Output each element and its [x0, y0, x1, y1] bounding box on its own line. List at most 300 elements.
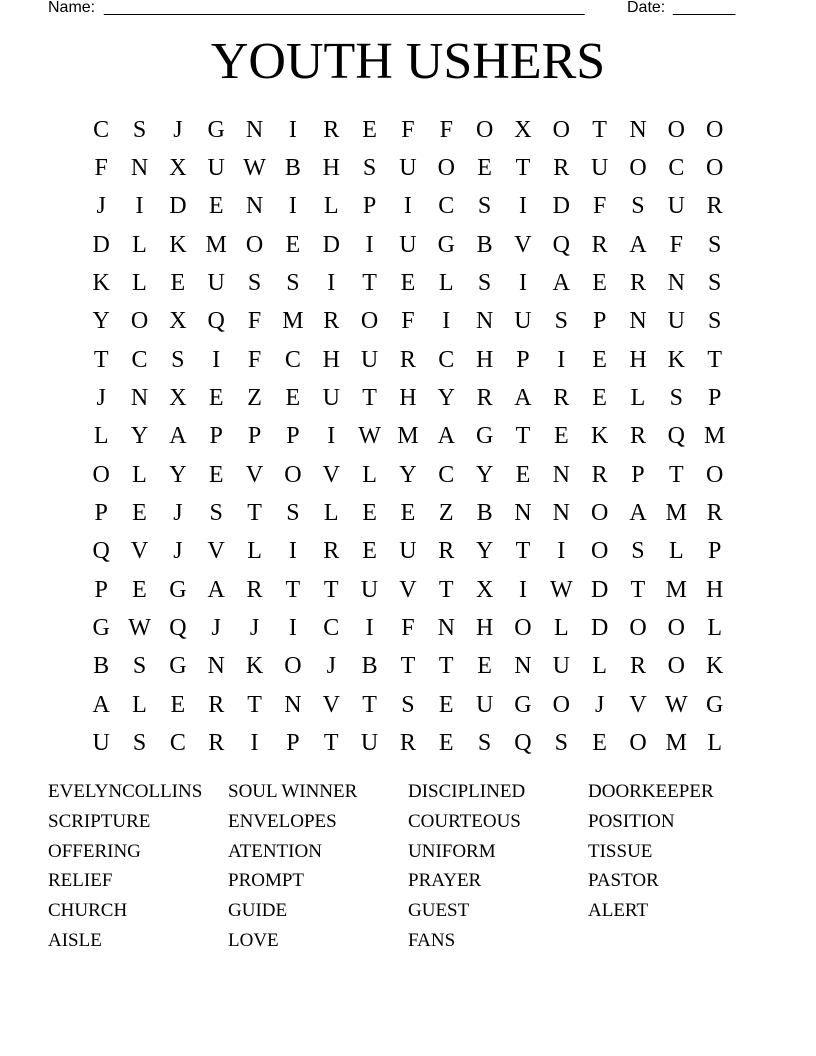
grid-letter[interactable]: S — [132, 653, 147, 680]
grid-letter[interactable]: R — [399, 346, 416, 373]
date-field[interactable]: _______ — [673, 0, 736, 16]
grid-letter[interactable]: S — [247, 270, 262, 297]
grid-letter[interactable]: S — [286, 270, 300, 297]
grid-letter[interactable]: S — [477, 193, 492, 220]
grid-letter[interactable]: I — [365, 231, 374, 258]
grid-letter[interactable]: R — [323, 308, 340, 335]
grid-letter[interactable]: S — [477, 730, 492, 757]
grid-letter[interactable]: C — [169, 730, 186, 757]
grid-letter[interactable]: P — [362, 193, 377, 220]
grid-letter[interactable]: D — [169, 193, 187, 220]
grid-letter[interactable]: S — [209, 500, 223, 527]
grid-letter[interactable]: R — [629, 270, 646, 297]
grid-letter[interactable]: T — [323, 576, 339, 603]
grid-letter[interactable]: F — [247, 308, 262, 335]
grid-letter[interactable]: F — [592, 193, 607, 220]
grid-letter[interactable]: L — [93, 423, 109, 450]
word-list-item: SCRIPTURE — [48, 810, 151, 832]
grid-letter[interactable]: R — [553, 385, 570, 412]
grid-letter[interactable]: X — [514, 116, 532, 143]
grid-letter[interactable]: Z — [438, 500, 454, 527]
grid-letter[interactable]: W — [358, 423, 381, 450]
grid-letter[interactable]: E — [362, 538, 377, 565]
grid-letter[interactable]: I — [518, 270, 527, 297]
grid-letter[interactable]: O — [629, 615, 647, 642]
grid-letter[interactable]: D — [590, 615, 609, 642]
grid-letter[interactable]: B — [476, 231, 493, 258]
grid-letter[interactable]: B — [361, 653, 378, 680]
grid-letter[interactable]: O — [667, 615, 685, 642]
grid-letter[interactable]: V — [322, 691, 340, 718]
grid-letter[interactable]: G — [92, 615, 110, 642]
grid-letter[interactable]: P — [247, 423, 262, 450]
grid-letter[interactable]: T — [668, 461, 684, 488]
grid-letter[interactable]: E — [170, 691, 186, 718]
grid-letter[interactable]: J — [326, 653, 336, 680]
grid-letter[interactable]: O — [92, 461, 110, 488]
grid-letter[interactable]: P — [94, 500, 108, 527]
grid-letter[interactable]: O — [284, 461, 302, 488]
grid-letter[interactable]: D — [552, 193, 570, 220]
grid-letter[interactable]: G — [437, 231, 455, 258]
grid-letter[interactable]: T — [400, 653, 416, 680]
grid-letter[interactable]: T — [362, 270, 377, 297]
grid-letter[interactable]: O — [667, 116, 685, 143]
grid-letter[interactable]: V — [514, 231, 532, 258]
grid-letter[interactable]: O — [629, 730, 647, 757]
grid-letter[interactable]: R — [323, 116, 340, 143]
grid-letter[interactable]: T — [515, 538, 531, 565]
grid-letter[interactable]: E — [477, 155, 492, 182]
grid-letter[interactable]: I — [557, 538, 566, 565]
grid-letter[interactable]: H — [322, 155, 340, 182]
grid-letter[interactable]: L — [132, 691, 147, 718]
grid-letter[interactable]: V — [245, 461, 264, 488]
grid-letter[interactable]: T — [438, 576, 454, 603]
grid-letter[interactable]: S — [707, 308, 722, 335]
grid-letter[interactable]: H — [475, 346, 494, 373]
grid-letter[interactable]: S — [707, 231, 722, 258]
grid-letter[interactable]: E — [400, 500, 416, 527]
grid-letter[interactable]: Q — [667, 423, 685, 450]
grid-letter[interactable]: O — [284, 653, 302, 680]
grid-letter[interactable]: L — [132, 231, 147, 258]
grid-letter[interactable]: Z — [247, 385, 262, 412]
grid-letter[interactable]: R — [591, 461, 608, 488]
grid-letter[interactable]: H — [322, 346, 340, 373]
grid-letter[interactable]: O — [706, 155, 724, 182]
grid-letter[interactable]: M — [665, 730, 687, 757]
grid-letter[interactable]: U — [667, 193, 685, 220]
grid-letter[interactable]: C — [131, 346, 148, 373]
grid-letter[interactable]: C — [438, 193, 455, 220]
grid-letter[interactable]: E — [208, 193, 224, 220]
grid-letter[interactable]: R — [208, 730, 225, 757]
grid-letter[interactable]: L — [247, 538, 262, 565]
grid-letter[interactable]: E — [592, 270, 607, 297]
grid-letter[interactable]: F — [669, 231, 683, 258]
grid-letter[interactable]: L — [323, 500, 339, 527]
grid-letter[interactable]: Y — [130, 423, 149, 450]
grid-letter[interactable]: N — [245, 193, 264, 220]
grid-letter[interactable]: E — [208, 461, 224, 488]
grid-letter[interactable]: S — [362, 155, 377, 182]
grid-letter[interactable]: P — [707, 385, 722, 412]
grid-letter[interactable]: M — [205, 231, 227, 258]
grid-letter[interactable]: A — [552, 270, 570, 297]
grid-letter[interactable]: O — [360, 308, 379, 335]
grid-letter[interactable]: R — [208, 691, 225, 718]
grid-letter[interactable]: H — [706, 576, 724, 603]
grid-letter[interactable]: T — [707, 346, 722, 373]
grid-letter[interactable]: X — [169, 385, 187, 412]
grid-letter[interactable]: C — [438, 461, 455, 488]
word-list-item: OFFERING — [48, 840, 141, 862]
grid-letter[interactable]: T — [515, 423, 531, 450]
grid-letter[interactable]: E — [553, 423, 569, 450]
grid-letter[interactable]: A — [169, 423, 187, 450]
grid-letter[interactable]: I — [288, 116, 297, 143]
grid-letter[interactable]: C — [323, 615, 340, 642]
grid-letter[interactable]: G — [207, 116, 225, 143]
grid-letter[interactable]: R — [591, 231, 608, 258]
grid-letter[interactable]: A — [629, 500, 647, 527]
grid-letter[interactable]: U — [475, 691, 494, 718]
grid-letter[interactable]: N — [514, 653, 532, 680]
grid-letter[interactable]: J — [249, 615, 260, 642]
grid-letter[interactable]: K — [706, 653, 724, 680]
grid-letter[interactable]: B — [476, 500, 493, 527]
grid-letter[interactable]: Y — [475, 538, 494, 565]
word-list-item: FANS — [408, 929, 456, 951]
grid-letter[interactable]: S — [132, 116, 147, 143]
grid-letter[interactable]: U — [207, 270, 225, 297]
grid-letter[interactable]: T — [362, 691, 377, 718]
grid-letter[interactable]: R — [246, 576, 263, 603]
grid-letter[interactable]: S — [631, 193, 645, 220]
grid-letter[interactable]: G — [475, 423, 494, 450]
grid-letter[interactable]: X — [475, 576, 494, 603]
grid-letter[interactable]: S — [554, 730, 568, 757]
grid-letter[interactable]: J — [173, 538, 183, 565]
grid-letter[interactable]: T — [93, 346, 109, 373]
grid-letter[interactable]: A — [514, 385, 532, 412]
grid-letter[interactable]: S — [286, 500, 300, 527]
grid-letter[interactable]: I — [327, 270, 336, 297]
grid-letter[interactable]: L — [553, 615, 569, 642]
grid-letter[interactable]: A — [207, 576, 225, 603]
grid-letter[interactable]: O — [590, 500, 609, 527]
name-label: Name: — [48, 0, 96, 16]
grid-letter[interactable]: A — [437, 423, 455, 450]
word-list-item: ENVELOPES — [228, 810, 337, 832]
grid-letter[interactable]: F — [439, 116, 453, 143]
grid-letter[interactable]: O — [667, 653, 685, 680]
grid-letter[interactable]: K — [245, 653, 264, 680]
grid-letter[interactable]: H — [629, 346, 647, 373]
grid-letter[interactable]: U — [552, 653, 570, 680]
grid-letter[interactable]: I — [212, 346, 221, 373]
grid-letter[interactable]: U — [360, 346, 379, 373]
grid-letter[interactable]: E — [515, 461, 531, 488]
grid-letter[interactable]: L — [132, 270, 147, 297]
grid-letter[interactable]: R — [629, 653, 646, 680]
grid-letter[interactable]: I — [288, 615, 297, 642]
grid-letter[interactable]: L — [668, 538, 684, 565]
grid-letter[interactable]: M — [665, 500, 687, 527]
grid-letter[interactable]: E — [592, 385, 607, 412]
grid-letter[interactable]: S — [554, 308, 568, 335]
grid-letter[interactable]: J — [211, 615, 221, 642]
grid-letter[interactable]: T — [438, 653, 454, 680]
grid-letter[interactable]: Q — [552, 231, 570, 258]
grid-letter[interactable]: W — [243, 155, 266, 182]
grid-letter[interactable]: A — [92, 691, 110, 718]
grid-letter[interactable]: V — [322, 461, 340, 488]
grid-letter[interactable]: P — [286, 730, 300, 757]
grid-letter[interactable]: Q — [169, 615, 187, 642]
grid-letter[interactable]: T — [592, 116, 607, 143]
grid-letter[interactable]: U — [360, 576, 379, 603]
grid-letter[interactable]: I — [288, 193, 297, 220]
grid-letter[interactable]: E — [285, 231, 301, 258]
grid-letter[interactable]: N — [552, 500, 570, 527]
grid-letter[interactable]: F — [94, 155, 108, 182]
grid-letter[interactable]: G — [514, 691, 532, 718]
grid-letter[interactable]: Y — [92, 308, 110, 335]
grid-letter[interactable]: I — [403, 193, 412, 220]
grid-letter[interactable]: N — [514, 500, 532, 527]
grid-letter[interactable]: T — [247, 691, 262, 718]
word-list-item: RELIEF — [48, 870, 113, 892]
grid-letter[interactable]: U — [399, 155, 417, 182]
grid-letter[interactable]: H — [399, 385, 417, 412]
grid-letter[interactable]: I — [135, 193, 144, 220]
grid-letter[interactable]: N — [475, 308, 494, 335]
grid-letter[interactable]: N — [629, 116, 647, 143]
grid-letter[interactable]: I — [442, 308, 451, 335]
grid-letter[interactable]: T — [285, 576, 301, 603]
grid-letter[interactable]: Q — [92, 538, 110, 565]
grid-letter[interactable]: O — [514, 615, 532, 642]
grid-letter[interactable]: X — [169, 155, 187, 182]
grid-letter[interactable]: X — [169, 308, 187, 335]
grid-letter[interactable]: S — [171, 346, 185, 373]
grid-letter[interactable]: E — [400, 270, 416, 297]
grid-letter[interactable]: N — [667, 270, 685, 297]
grid-letter[interactable]: L — [707, 615, 722, 642]
grid-letter[interactable]: M — [665, 576, 687, 603]
grid-letter[interactable]: T — [362, 385, 377, 412]
grid-letter[interactable]: N — [245, 116, 264, 143]
grid-letter[interactable]: U — [399, 538, 417, 565]
grid-letter[interactable]: G — [169, 653, 187, 680]
grid-letter[interactable]: R — [438, 538, 455, 565]
grid-letter[interactable]: F — [401, 615, 415, 642]
grid-letter[interactable]: I — [288, 538, 297, 565]
grid-letter[interactable]: P — [209, 423, 223, 450]
grid-letter[interactable]: I — [557, 346, 566, 373]
grid-letter[interactable]: P — [631, 461, 645, 488]
grid-letter[interactable]: O — [706, 461, 724, 488]
grid-letter[interactable]: S — [477, 270, 492, 297]
grid-letter[interactable]: N — [284, 691, 302, 718]
grid-letter[interactable]: N — [130, 155, 149, 182]
grid-letter[interactable]: O — [475, 116, 494, 143]
grid-letter[interactable]: S — [401, 691, 415, 718]
grid-letter[interactable]: Q — [514, 730, 532, 757]
grid-letter[interactable]: D — [92, 231, 110, 258]
grid-letter[interactable]: J — [594, 691, 605, 718]
grid-letter[interactable]: O — [552, 691, 570, 718]
grid-letter[interactable]: R — [706, 500, 723, 527]
word-list-item: COURTEOUS — [408, 810, 521, 832]
grid-letter[interactable]: L — [592, 653, 607, 680]
grid-letter[interactable]: R — [476, 385, 493, 412]
grid-letter[interactable]: O — [706, 116, 724, 143]
grid-letter[interactable]: W — [128, 615, 151, 642]
grid-letter[interactable]: E — [438, 691, 454, 718]
grid-letter[interactable]: Y — [437, 385, 455, 412]
grid-letter[interactable]: E — [285, 385, 301, 412]
grid-letter[interactable]: V — [629, 691, 647, 718]
grid-letter[interactable]: G — [169, 576, 187, 603]
grid-letter[interactable]: L — [323, 193, 339, 220]
grid-letter[interactable]: J — [173, 500, 183, 527]
grid-letter[interactable]: V — [207, 538, 225, 565]
grid-letter[interactable]: T — [247, 500, 262, 527]
grid-letter[interactable]: O — [629, 155, 647, 182]
grid-letter[interactable]: N — [629, 308, 647, 335]
grid-letter[interactable]: N — [130, 385, 149, 412]
grid-letter[interactable]: C — [284, 346, 301, 373]
grid-letter[interactable]: A — [629, 231, 647, 258]
grid-letter[interactable]: V — [399, 576, 417, 603]
grid-letter[interactable]: F — [401, 308, 415, 335]
grid-letter[interactable]: M — [282, 308, 304, 335]
grid-letter[interactable]: P — [707, 538, 722, 565]
grid-letter[interactable]: O — [552, 116, 570, 143]
grid-letter[interactable]: S — [631, 538, 645, 565]
grid-letter[interactable]: U — [514, 308, 532, 335]
grid-letter[interactable]: T — [515, 155, 531, 182]
grid-letter[interactable]: N — [437, 615, 455, 642]
grid-letter[interactable]: L — [132, 461, 147, 488]
grid-letter[interactable]: N — [552, 461, 570, 488]
grid-letter[interactable]: Y — [475, 461, 494, 488]
grid-letter[interactable]: K — [169, 231, 187, 258]
grid-letter[interactable]: E — [362, 116, 377, 143]
grid-letter[interactable]: Y — [399, 461, 417, 488]
grid-letter[interactable]: T — [323, 730, 339, 757]
grid-letter[interactable]: J — [96, 385, 106, 412]
grid-letter[interactable]: L — [630, 385, 646, 412]
grid-letter[interactable]: R — [553, 155, 570, 182]
grid-letter[interactable]: I — [518, 576, 527, 603]
name-field[interactable]: ______________________________________________________ — [104, 0, 585, 16]
word-list-item: DISCIPLINED — [408, 781, 526, 802]
grid-letter[interactable]: O — [245, 231, 264, 258]
grid-letter[interactable]: U — [322, 385, 340, 412]
grid-letter[interactable]: D — [322, 231, 340, 258]
grid-letter[interactable]: H — [475, 615, 494, 642]
grid-letter[interactable]: U — [207, 155, 225, 182]
grid-letter[interactable]: F — [247, 346, 262, 373]
grid-letter[interactable]: U — [590, 155, 609, 182]
grid-letter[interactable]: F — [401, 116, 415, 143]
grid-letter[interactable]: K — [92, 270, 110, 297]
grid-letter[interactable]: I — [518, 193, 527, 220]
grid-letter[interactable]: B — [93, 653, 110, 680]
grid-letter[interactable]: U — [92, 730, 110, 757]
grid-letter[interactable]: E — [132, 500, 147, 527]
grid-letter[interactable]: L — [438, 270, 454, 297]
grid-letter[interactable]: C — [438, 346, 455, 373]
grid-letter[interactable]: K — [667, 346, 685, 373]
grid-letter[interactable]: B — [284, 155, 301, 182]
grid-letter[interactable]: I — [365, 615, 374, 642]
grid-letter[interactable]: E — [592, 346, 607, 373]
grid-letter[interactable]: C — [93, 116, 110, 143]
grid-letter[interactable]: E — [477, 653, 492, 680]
grid-letter[interactable]: E — [592, 730, 607, 757]
grid-letter[interactable]: E — [132, 576, 147, 603]
grid-letter[interactable]: J — [96, 193, 106, 220]
grid-letter[interactable]: N — [207, 653, 225, 680]
grid-letter[interactable]: P — [516, 346, 530, 373]
grid-letter[interactable]: E — [208, 385, 224, 412]
grid-letter[interactable]: M — [704, 423, 726, 450]
grid-letter[interactable]: W — [665, 691, 688, 718]
grid-letter[interactable]: P — [286, 423, 300, 450]
grid-letter[interactable]: W — [549, 576, 573, 603]
grid-letter[interactable]: Q — [207, 308, 225, 335]
grid-letter[interactable]: U — [360, 730, 379, 757]
grid-letter[interactable]: T — [630, 576, 646, 603]
grid-letter[interactable]: O — [130, 308, 149, 335]
grid-letter[interactable]: U — [399, 231, 417, 258]
grid-letter[interactable]: R — [629, 423, 646, 450]
grid-letter[interactable]: P — [592, 308, 607, 335]
grid-letter[interactable]: R — [399, 730, 416, 757]
grid-letter[interactable]: S — [707, 270, 722, 297]
word-list-item: PRAYER — [408, 870, 482, 892]
grid-letter[interactable]: E — [170, 270, 186, 297]
grid-letter[interactable]: S — [132, 730, 147, 757]
grid-letter[interactable]: G — [706, 691, 724, 718]
grid-letter[interactable]: K — [590, 423, 609, 450]
grid-letter[interactable]: R — [706, 193, 723, 220]
grid-letter[interactable]: C — [668, 155, 685, 182]
grid-letter[interactable]: L — [707, 730, 722, 757]
grid-letter[interactable]: R — [323, 538, 340, 565]
grid-letter[interactable]: J — [173, 116, 183, 143]
grid-letter[interactable]: E — [438, 730, 454, 757]
grid-letter[interactable]: L — [362, 461, 377, 488]
grid-letter[interactable]: E — [362, 500, 377, 527]
grid-letter[interactable]: I — [327, 423, 336, 450]
grid-letter[interactable]: Y — [169, 461, 187, 488]
grid-letter[interactable]: P — [94, 576, 108, 603]
grid-letter[interactable]: O — [590, 538, 609, 565]
grid-letter[interactable]: O — [437, 155, 455, 182]
grid-letter[interactable]: V — [130, 538, 149, 565]
grid-letter[interactable]: S — [669, 385, 683, 412]
grid-letter[interactable]: D — [590, 576, 609, 603]
grid-letter[interactable]: M — [397, 423, 419, 450]
grid-letter[interactable]: U — [667, 308, 685, 335]
grid-letter[interactable]: I — [250, 730, 259, 757]
